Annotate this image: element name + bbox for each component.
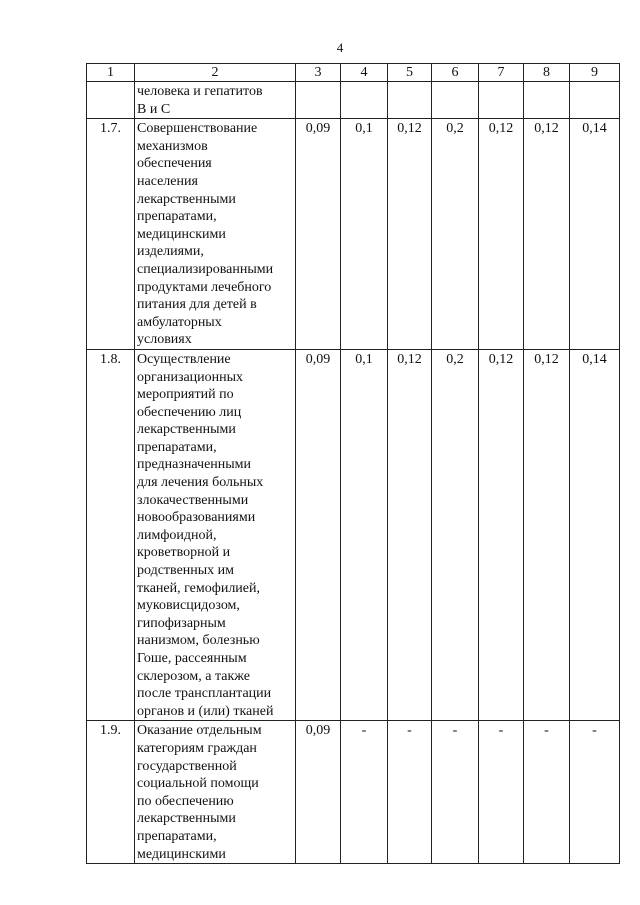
row-name bbox=[135, 119, 296, 350]
row-name-line: злокачественными bbox=[137, 492, 249, 508]
row-name bbox=[135, 82, 296, 119]
value-cell-col8: - bbox=[524, 721, 570, 864]
value-cell-col9 bbox=[570, 82, 620, 119]
row-name-line: обеспечению лиц bbox=[137, 404, 242, 420]
row-number: 1.7. bbox=[87, 119, 135, 350]
row-name-line: амбулаторных bbox=[137, 314, 222, 330]
row-name-line: механизмов bbox=[137, 138, 208, 154]
value-cell-col4: 0,1 bbox=[341, 119, 388, 350]
value-cell-col4: - bbox=[341, 721, 388, 864]
row-name-line: лекарственными bbox=[137, 811, 236, 827]
row-name-line: Совершенствование bbox=[137, 121, 258, 137]
header-cell-1: 1 bbox=[87, 64, 135, 82]
row-name-line: муковисцидозом, bbox=[137, 598, 240, 614]
value-cell-col9: 0,14 bbox=[570, 119, 620, 350]
row-number: 1.8. bbox=[87, 349, 135, 720]
value-cell-col8 bbox=[524, 82, 570, 119]
header-cell-3: 3 bbox=[296, 64, 341, 82]
row-number: 1.9. bbox=[87, 721, 135, 864]
value-cell-col6: 0,2 bbox=[432, 349, 479, 720]
value-cell-col3 bbox=[296, 82, 341, 119]
value-cell-col3: 0,09 bbox=[296, 349, 341, 720]
value-cell-col4: 0,1 bbox=[341, 349, 388, 720]
row-name-line: склерозом, а также bbox=[137, 668, 250, 684]
row-name-line: Оказание отдельным bbox=[137, 723, 262, 739]
row-name-line: Гоше, рассеянным bbox=[137, 651, 247, 666]
row-name-line: мероприятий по bbox=[137, 387, 234, 403]
value-cell-col7 bbox=[479, 82, 524, 119]
row-name-line: новообразованиями bbox=[137, 510, 256, 526]
header-cell-8: 8 bbox=[524, 64, 570, 82]
row-name-line: препаратами, bbox=[137, 209, 217, 225]
row-name-line: организационных bbox=[137, 369, 244, 385]
value-cell-col7: - bbox=[479, 721, 524, 864]
row-name-line: препаратами, bbox=[137, 439, 217, 455]
row-name-line: предназначенными bbox=[137, 457, 252, 473]
header-cell-9: 9 bbox=[570, 64, 620, 82]
row-name-line: кроветворной и bbox=[137, 545, 231, 561]
value-cell-col5 bbox=[388, 82, 432, 119]
value-cell-col6: 0,2 bbox=[432, 119, 479, 350]
row-name-line: категориям граждан bbox=[137, 740, 257, 756]
header-cell-2: 2 bbox=[135, 64, 296, 82]
row-name-line: гипофизарным bbox=[137, 615, 226, 631]
value-cell-col9: 0,14 bbox=[570, 349, 620, 720]
row-name-line: лекарственными bbox=[137, 191, 236, 207]
value-cell-col3: 0,09 bbox=[296, 721, 341, 864]
row-name-line: питания для детей в bbox=[137, 297, 257, 313]
value-cell-col7: 0,12 bbox=[479, 119, 524, 350]
value-cell-col7: 0,12 bbox=[479, 349, 524, 720]
row-name-line: условиях bbox=[137, 332, 192, 348]
row-name-line: по обеспечению bbox=[137, 793, 234, 809]
header-cell-6: 6 bbox=[432, 64, 479, 82]
table-row bbox=[87, 82, 620, 119]
row-name-line: лекарственными bbox=[137, 422, 236, 438]
row-name-line: для лечения больных bbox=[137, 475, 264, 491]
header-cell-5: 5 bbox=[388, 64, 432, 82]
row-name-line: тканей, гемофилией, bbox=[137, 580, 260, 596]
row-name-line: родственных им bbox=[137, 563, 235, 579]
row-name-line: медицинскими bbox=[137, 226, 226, 242]
header-cell-4: 4 bbox=[341, 64, 388, 82]
table-body bbox=[87, 64, 620, 864]
row-name-line: Осуществление bbox=[137, 351, 231, 367]
table-row bbox=[87, 349, 620, 720]
row-name-line: человека и гепатитов bbox=[137, 84, 263, 99]
row-name bbox=[135, 721, 296, 864]
value-cell-col5: - bbox=[388, 721, 432, 864]
row-name bbox=[135, 349, 296, 720]
row-name-line: нанизмом, болезнью bbox=[137, 633, 260, 649]
table-row bbox=[87, 119, 620, 350]
row-name-line: препаратами, bbox=[137, 828, 217, 844]
value-cell-col8: 0,12 bbox=[524, 119, 570, 350]
value-cell-col3: 0,09 bbox=[296, 119, 341, 350]
header-cell-7: 7 bbox=[479, 64, 524, 82]
page-number: 4 bbox=[336, 40, 344, 55]
row-name-line: лимфоидной, bbox=[137, 527, 217, 543]
row-name-line: продуктами лечебного bbox=[137, 279, 272, 295]
row-name-line: изделиями, bbox=[137, 244, 204, 260]
value-cell-col5: 0,12 bbox=[388, 349, 432, 720]
row-name-line: специализированными bbox=[137, 261, 274, 277]
value-cell-col4 bbox=[341, 82, 388, 119]
row-number bbox=[87, 82, 135, 119]
header-row bbox=[87, 64, 620, 82]
value-cell-col6: - bbox=[432, 721, 479, 864]
row-name-line: органов и (или) тканей bbox=[137, 703, 274, 719]
value-cell-col8: 0,12 bbox=[524, 349, 570, 720]
indicators-table bbox=[86, 63, 620, 864]
value-cell-col6 bbox=[432, 82, 479, 119]
value-cell-col9: - bbox=[570, 721, 620, 864]
table-row bbox=[87, 721, 620, 864]
value-cell-col5: 0,12 bbox=[388, 119, 432, 350]
row-name-line: В и С bbox=[137, 101, 171, 117]
row-name-line: населения bbox=[137, 173, 198, 189]
row-name-line: после трансплантации bbox=[137, 686, 272, 702]
row-name-line: обеспечения bbox=[137, 156, 212, 172]
row-name-line: государственной bbox=[137, 758, 237, 774]
row-name-line: социальной помощи bbox=[137, 776, 259, 792]
row-name-line: медицинскими bbox=[137, 846, 226, 862]
